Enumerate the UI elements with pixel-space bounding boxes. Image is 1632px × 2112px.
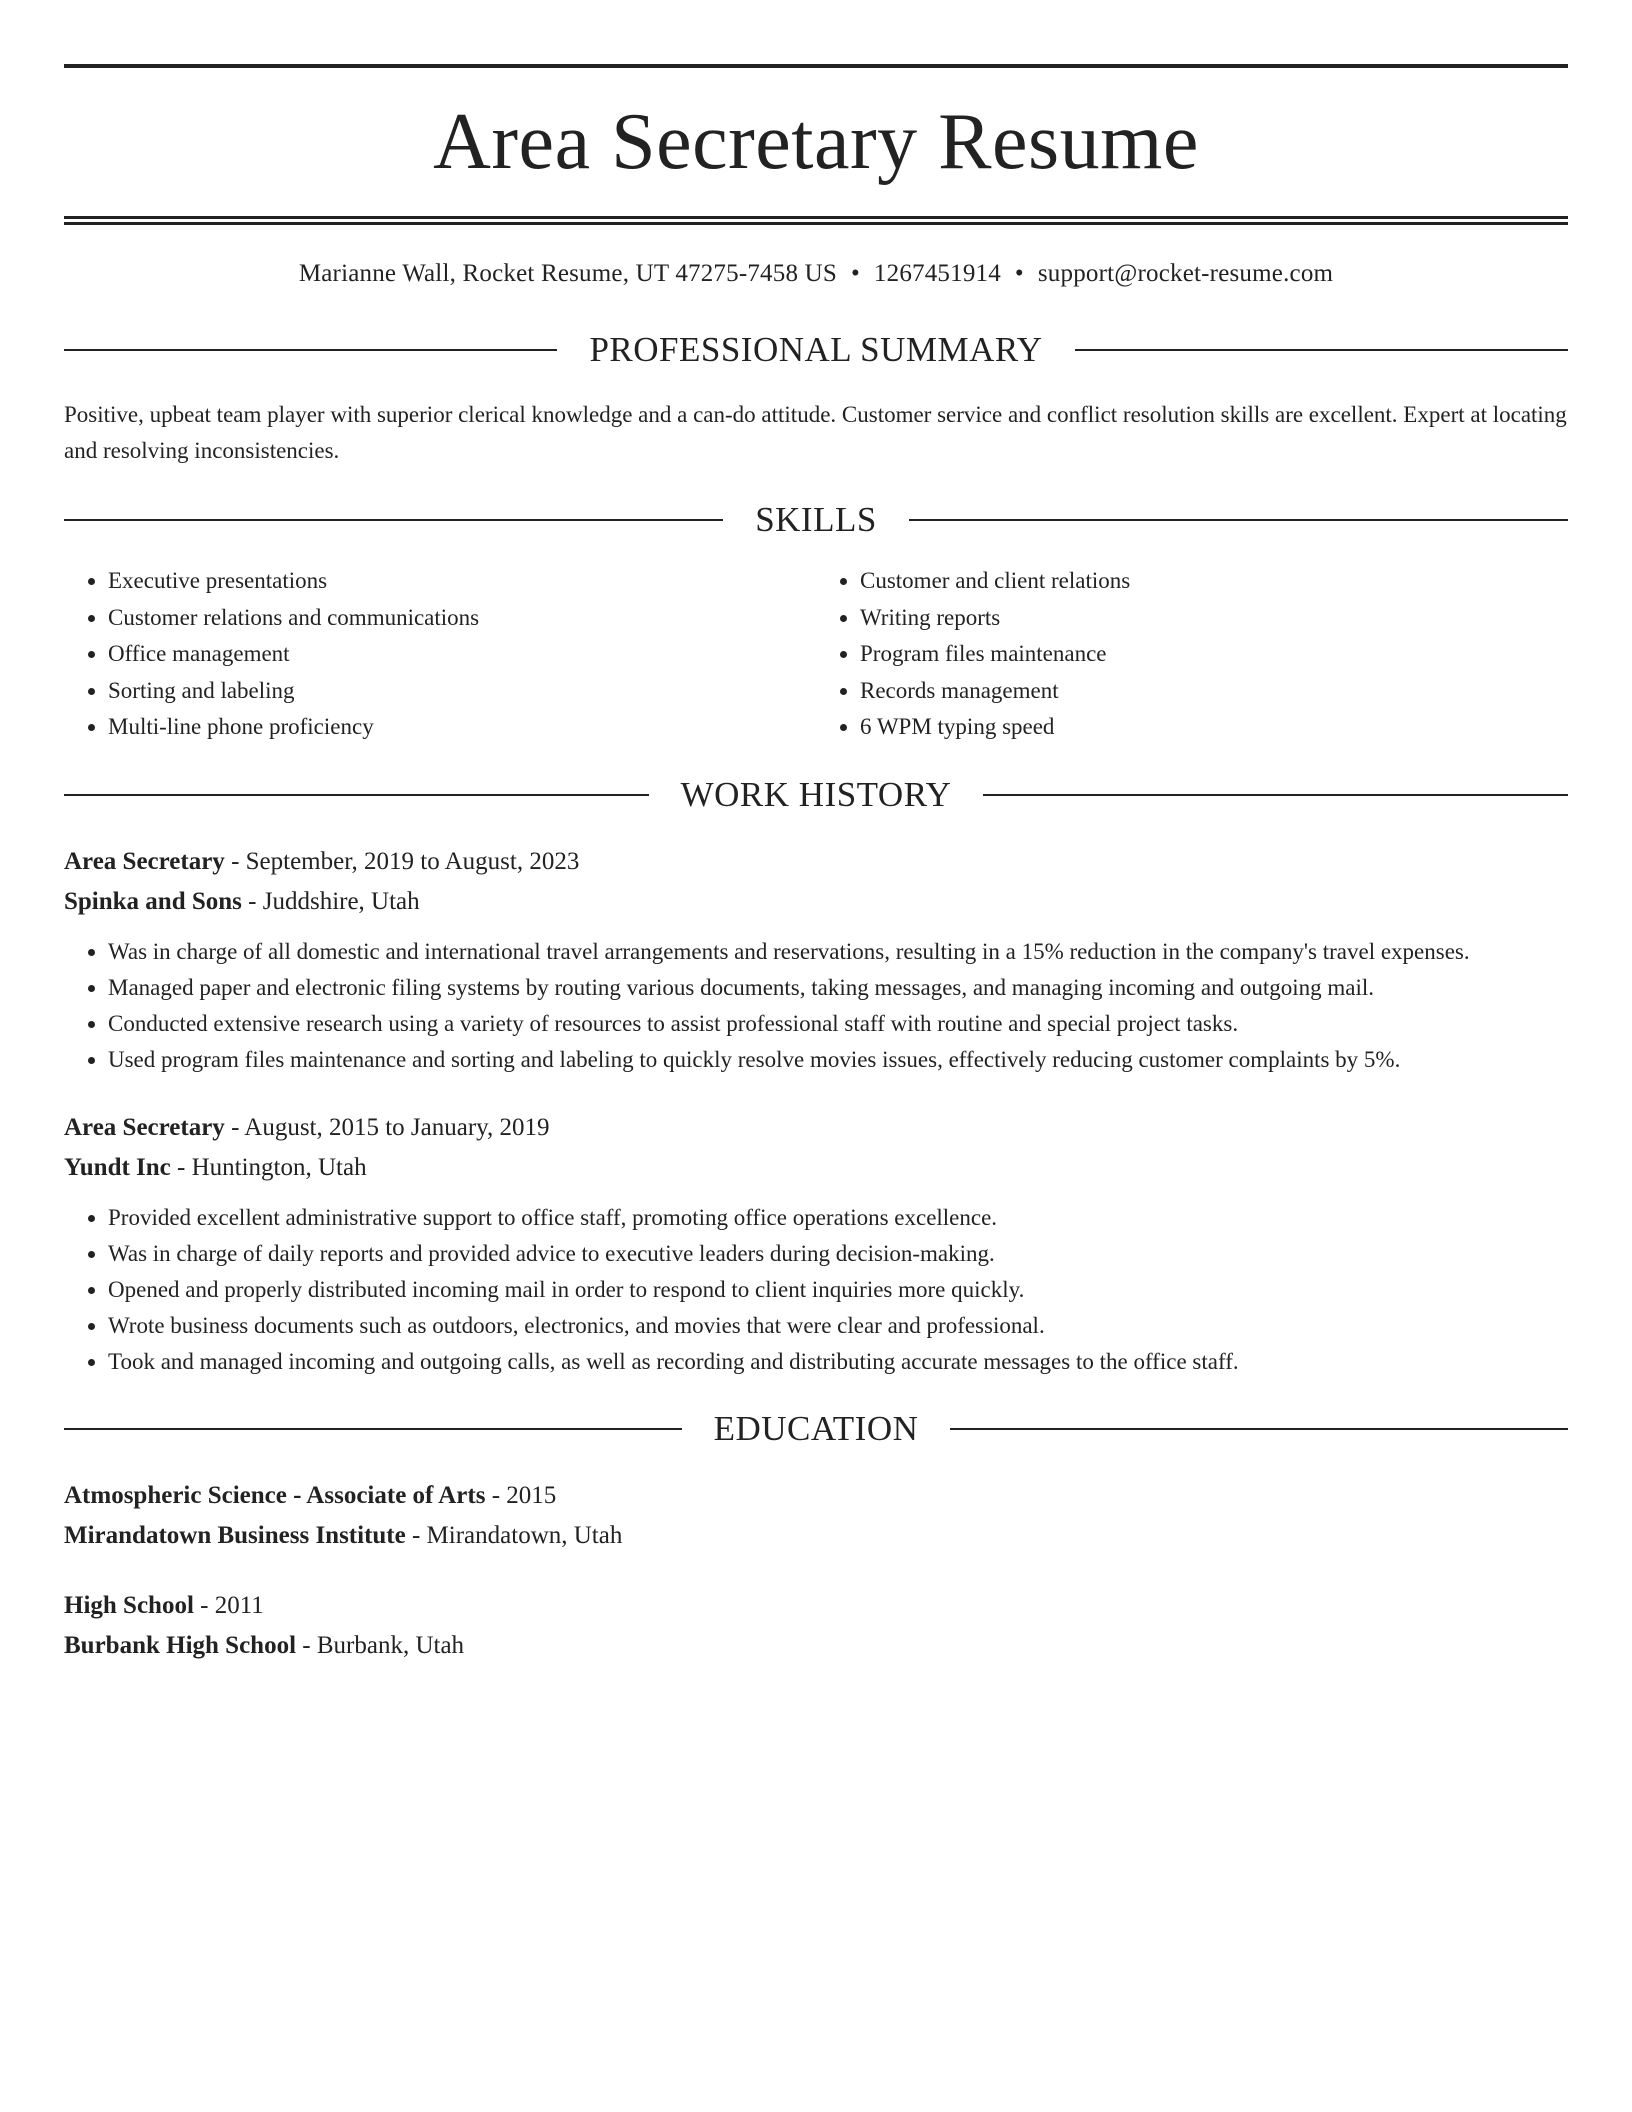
skill-item: • Program files maintenance bbox=[860, 636, 1568, 673]
section-title-skills: SKILLS bbox=[755, 500, 877, 539]
job-bullet: • Was in charge of daily reports and provided advice to executive leaders during decision-making. bbox=[108, 1236, 1568, 1272]
section-title-education: EDUCATION bbox=[713, 1408, 919, 1448]
section-heading-summary bbox=[64, 329, 1568, 371]
job-company: Spinka and Sons bbox=[64, 887, 242, 915]
job-bullet: • Opened and properly distributed incoming mail in order to respond to client inquiries more quickly. bbox=[108, 1272, 1568, 1308]
job-bullet: • Conducted extensive research using a variety of resources to assist professional staff with routine and special project tasks. bbox=[108, 1006, 1568, 1042]
degree-line bbox=[64, 1476, 1568, 1516]
section-title-summary: PROFESSIONAL SUMMARY bbox=[589, 330, 1043, 369]
contact-phone: 1267451914 bbox=[873, 260, 1001, 287]
heading-rule bbox=[64, 519, 723, 521]
degree-year: - 2015 bbox=[485, 1481, 557, 1509]
education-entry bbox=[64, 1476, 1568, 1556]
skill-item: • Executive presentations bbox=[108, 563, 816, 600]
skill-item: • 6 WPM typing speed bbox=[860, 709, 1568, 746]
school: Burbank High School bbox=[64, 1631, 297, 1659]
degree: Atmospheric Science - Associate of Arts bbox=[64, 1481, 486, 1509]
heading-rule bbox=[950, 1428, 1568, 1430]
heading-rule bbox=[1075, 349, 1568, 351]
skills-column-left bbox=[64, 563, 816, 746]
school-line bbox=[64, 1626, 1568, 1666]
skill-item: • Records management bbox=[860, 673, 1568, 710]
heading-rule bbox=[64, 794, 649, 796]
work-entry bbox=[64, 842, 1568, 1078]
skills-column-right bbox=[816, 563, 1568, 746]
job-company: Yundt Inc bbox=[64, 1153, 171, 1181]
job-bullet: • Took and managed incoming and outgoing calls, as well as recording and distributing accurate messages to the office staff. bbox=[108, 1344, 1568, 1380]
title-double-rule bbox=[64, 216, 1568, 225]
job-location: - Juddshire, Utah bbox=[241, 887, 420, 915]
heading-rule bbox=[909, 519, 1568, 521]
work-entry bbox=[64, 1108, 1568, 1380]
section-heading-work bbox=[64, 774, 1568, 816]
skill-item: • Writing reports bbox=[860, 600, 1568, 637]
education-entry bbox=[64, 1586, 1568, 1666]
skill-item: • Multi-line phone proficiency bbox=[108, 709, 816, 746]
job-company-line bbox=[64, 1148, 1568, 1188]
heading-rule bbox=[64, 1428, 682, 1430]
contact-line bbox=[64, 259, 1568, 289]
job-title: Area Secretary bbox=[64, 1113, 225, 1141]
job-bullet: • Wrote business documents such as outdoors, electronics, and movies that were clear and professional. bbox=[108, 1308, 1568, 1344]
section-heading-education bbox=[64, 1408, 1568, 1450]
section-heading-skills bbox=[64, 499, 1568, 541]
degree-year: - 2011 bbox=[193, 1591, 264, 1619]
contact-address: Marianne Wall, Rocket Resume, UT 47275-7458 US bbox=[298, 260, 837, 287]
school: Mirandatown Business Institute bbox=[64, 1521, 406, 1549]
contact-separator: • bbox=[850, 260, 860, 287]
skills-list bbox=[64, 563, 1568, 746]
school-location: - Mirandatown, Utah bbox=[405, 1521, 623, 1549]
resume-page bbox=[64, 64, 1568, 1666]
skill-item: • Sorting and labeling bbox=[108, 673, 816, 710]
job-bullet: • Managed paper and electronic filing systems by routing various documents, taking messages, and managing incoming and outgoing mail. bbox=[108, 970, 1568, 1006]
job-bullets bbox=[64, 1200, 1568, 1380]
job-dates: - September, 2019 to August, 2023 bbox=[224, 847, 580, 875]
contact-separator: • bbox=[1014, 260, 1024, 287]
degree: High School bbox=[64, 1591, 194, 1619]
section-title-work: WORK HISTORY bbox=[680, 774, 952, 814]
contact-email: support@rocket-resume.com bbox=[1037, 260, 1334, 287]
skill-item: • Customer relations and communications bbox=[108, 600, 816, 637]
job-location: - Huntington, Utah bbox=[170, 1153, 367, 1181]
job-company-line bbox=[64, 882, 1568, 922]
job-title: Area Secretary bbox=[64, 847, 225, 875]
skill-item: • Office management bbox=[108, 636, 816, 673]
skill-item: • Customer and client relations bbox=[860, 563, 1568, 600]
job-dates: - August, 2015 to January, 2019 bbox=[224, 1113, 550, 1141]
job-bullets bbox=[64, 934, 1568, 1078]
page-title: Area Secretary Resume bbox=[433, 98, 1199, 186]
job-title-line bbox=[64, 1108, 1568, 1148]
job-title-line bbox=[64, 842, 1568, 882]
job-bullet: • Provided excellent administrative support to office staff, promoting office operations excellence. bbox=[108, 1200, 1568, 1236]
top-rule bbox=[64, 64, 1568, 68]
degree-line bbox=[64, 1586, 1568, 1626]
heading-rule bbox=[983, 794, 1568, 796]
summary-text: Positive, upbeat team player with superior clerical knowledge and a can-do attitude. Customer service and conflict resolution skills are excellent. Expert at locating and resolving inconsistencies. bbox=[64, 402, 1567, 463]
school-line bbox=[64, 1516, 1568, 1556]
job-bullet: • Was in charge of all domestic and international travel arrangements and reservations, resulting in a 15% reduction in the company's travel expenses. bbox=[108, 934, 1568, 970]
heading-rule bbox=[64, 349, 557, 351]
job-bullet: • Used program files maintenance and sorting and labeling to quickly resolve movies issues, effectively reducing customer complaints by 5%. bbox=[108, 1042, 1568, 1078]
school-location: - Burbank, Utah bbox=[296, 1631, 465, 1659]
